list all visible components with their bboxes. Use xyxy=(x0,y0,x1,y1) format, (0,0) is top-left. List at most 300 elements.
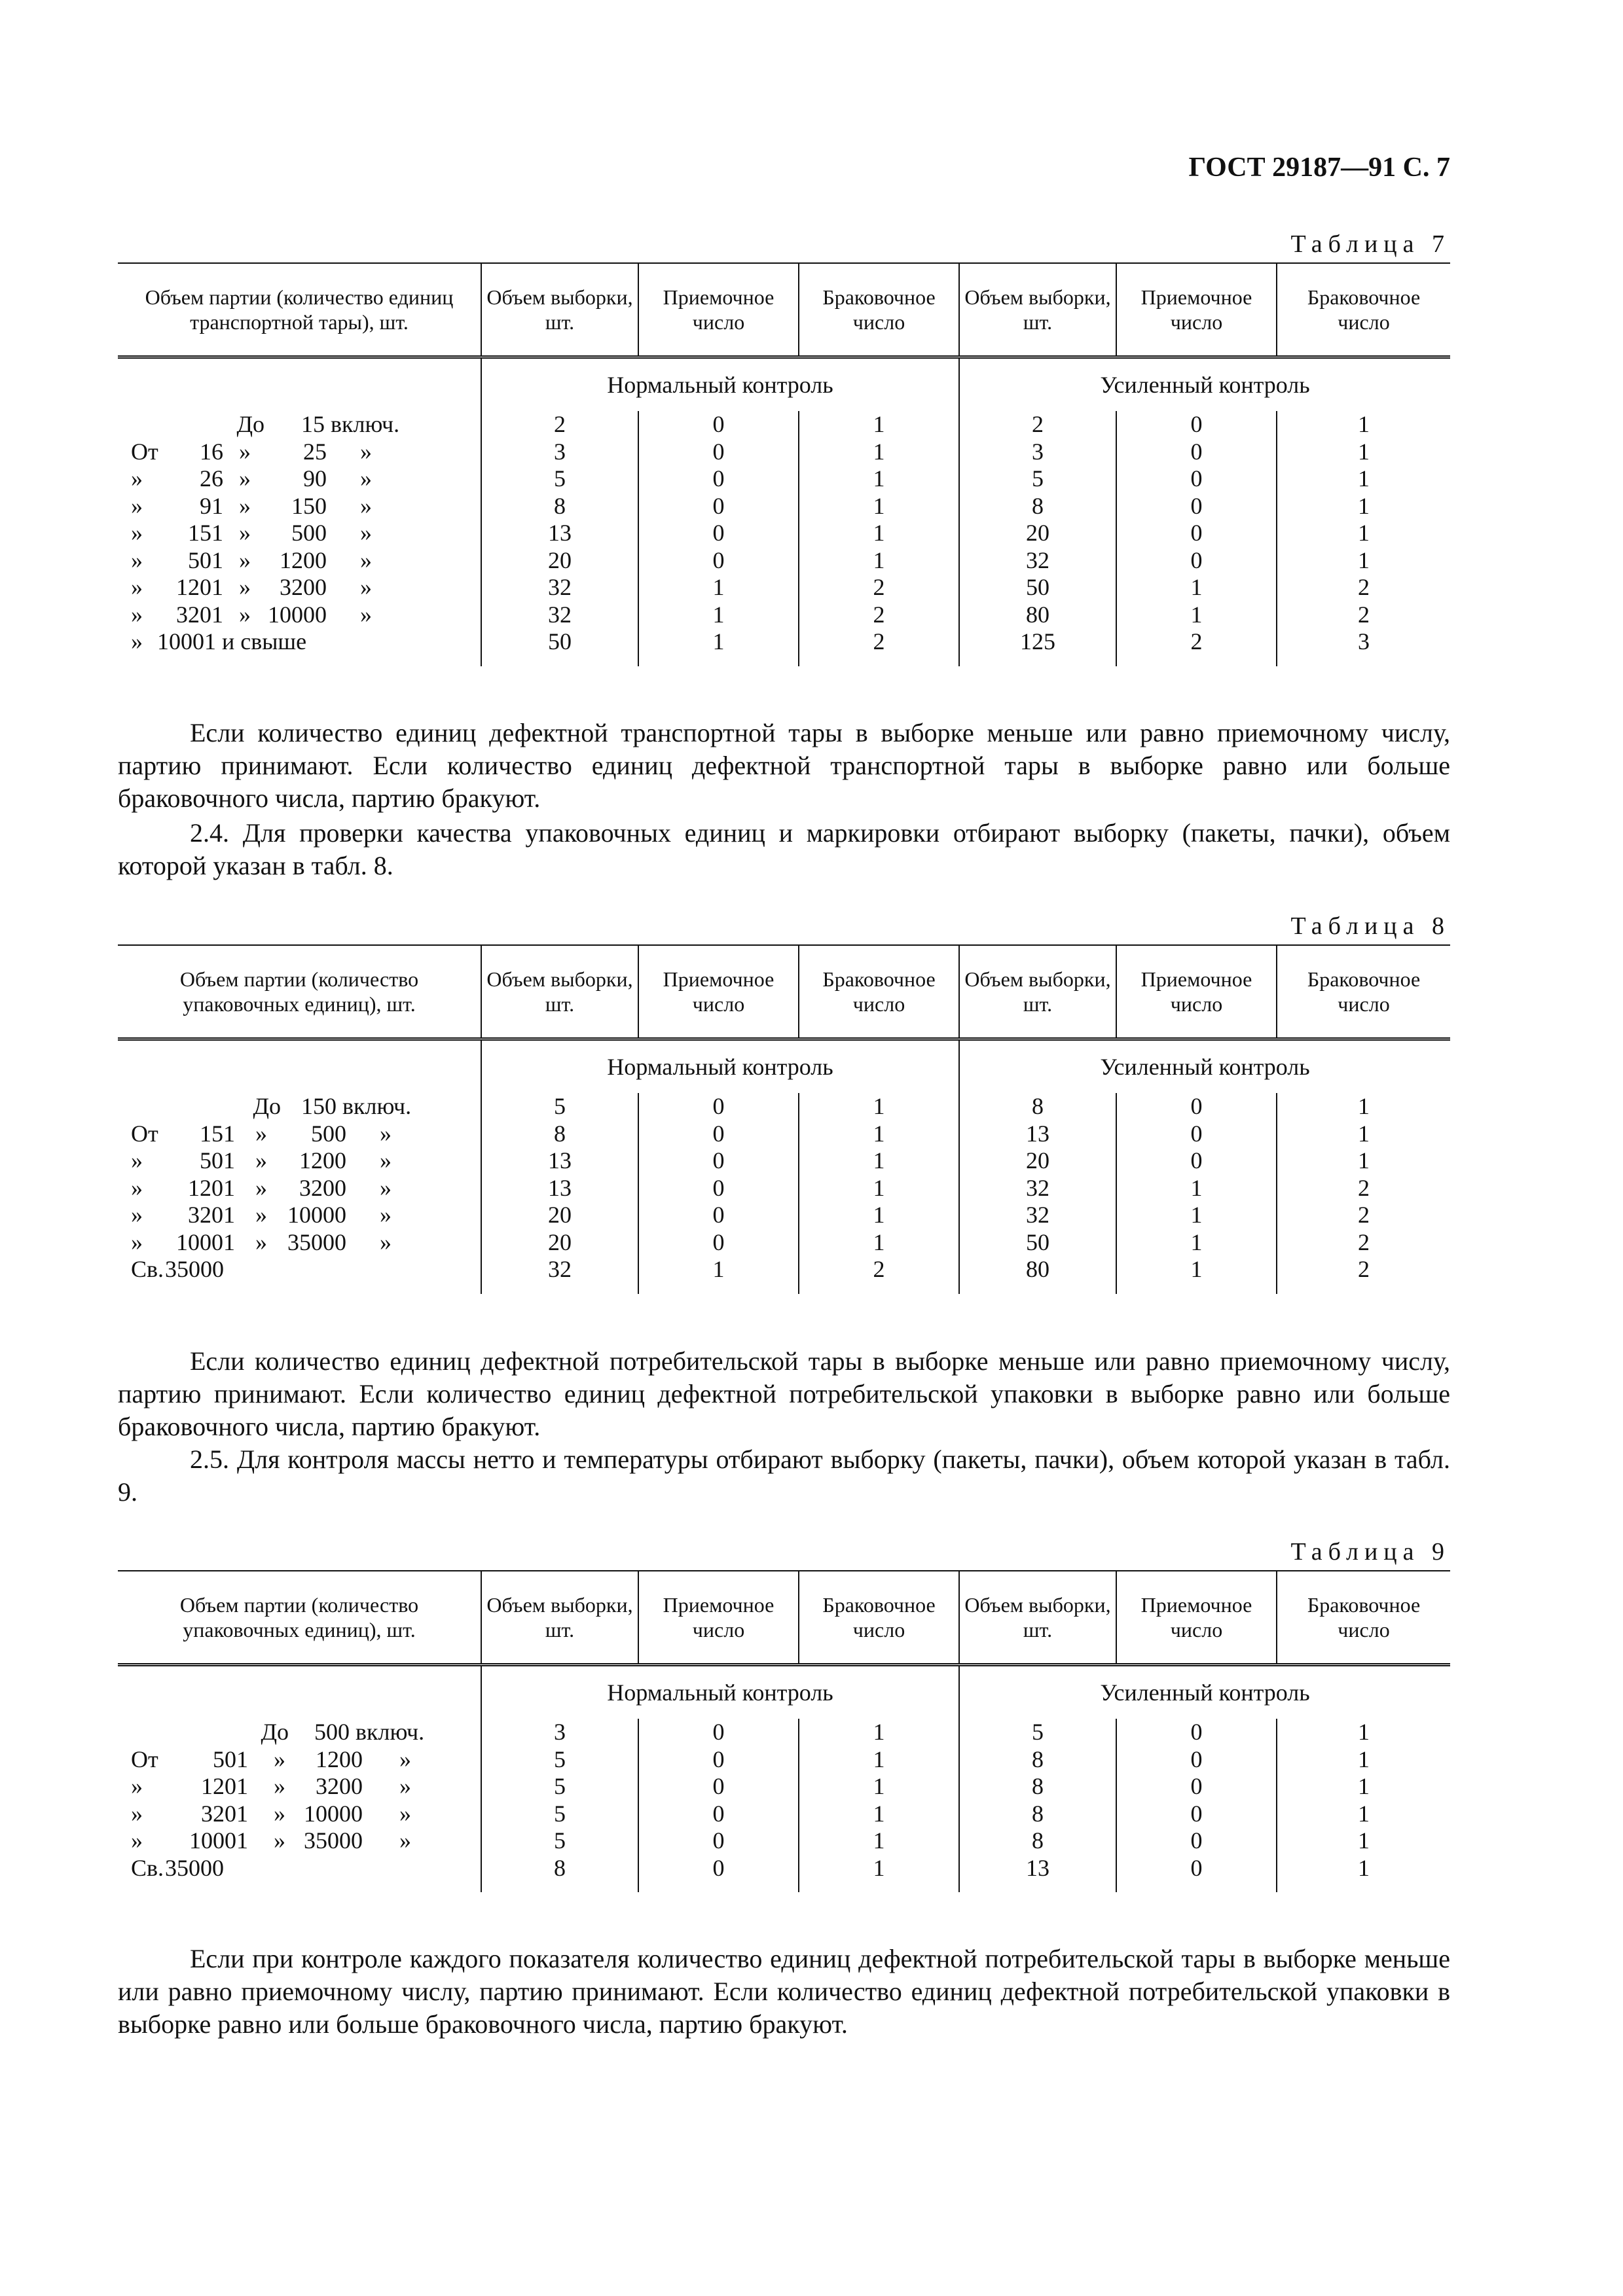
range-lower: 1201 xyxy=(201,1773,248,1799)
range-lower: До xyxy=(236,411,264,437)
accept-tightened-cell: 0 xyxy=(1116,465,1277,493)
sample-tightened-cell: 13 xyxy=(959,1121,1116,1148)
range-ditto-2: » xyxy=(360,465,372,492)
accept-tightened-cell: 0 xyxy=(1116,1827,1277,1855)
reject-tightened-cell: 1 xyxy=(1277,439,1450,466)
accept-normal-cell: 0 xyxy=(638,1121,799,1148)
reject-normal-cell: 1 xyxy=(799,1093,959,1121)
range-ditto-2: » xyxy=(380,1229,392,1255)
reject-tightened-cell: 1 xyxy=(1277,1827,1450,1855)
reject-normal-cell: 1 xyxy=(799,520,959,547)
range-prefix: » xyxy=(131,574,143,600)
reject-normal-cell: 1 xyxy=(799,1229,959,1257)
accept-tightened-cell: 1 xyxy=(1116,1229,1277,1257)
sample-tightened-cell: 125 xyxy=(959,628,1116,666)
lot-range-cell xyxy=(118,439,481,466)
reject-normal-cell: 1 xyxy=(799,493,959,520)
lot-range-cell xyxy=(118,1746,481,1774)
col-header-accept-tightened: Приемочное число xyxy=(1116,1571,1277,1665)
reject-tightened-cell: 1 xyxy=(1277,493,1450,520)
sample-normal-cell: 5 xyxy=(481,1093,638,1121)
range-upper: 35000 xyxy=(287,1229,346,1255)
range-upper: 3200 xyxy=(299,1174,346,1201)
col-header-accept-normal: Приемочное число xyxy=(638,263,799,357)
lot-range-cell xyxy=(118,1801,481,1828)
mode-row-spacer xyxy=(118,1665,481,1719)
col-header-accept-tightened: Приемочное число xyxy=(1116,263,1277,357)
reject-tightened-cell: 1 xyxy=(1277,1147,1450,1175)
lot-range-cell xyxy=(118,1719,481,1746)
accept-normal-cell: 1 xyxy=(638,574,799,601)
accept-normal-cell: 0 xyxy=(638,1175,799,1202)
accept-normal-cell: 0 xyxy=(638,1147,799,1175)
reject-normal-cell: 1 xyxy=(799,1827,959,1855)
range-ditto-2: » xyxy=(399,1746,411,1772)
table-row xyxy=(118,1202,1450,1229)
range-lower: 10001 xyxy=(189,1827,248,1854)
col-header-reject-tightened: Браковочное число xyxy=(1277,1571,1450,1665)
reject-normal-cell: 1 xyxy=(799,1202,959,1229)
reject-tightened-cell: 1 xyxy=(1277,1773,1450,1801)
sample-normal-cell: 5 xyxy=(481,1746,638,1774)
sample-normal-cell: 20 xyxy=(481,1202,638,1229)
reject-tightened-cell: 2 xyxy=(1277,1175,1450,1202)
range-ditto-1: » xyxy=(239,438,251,465)
range-prefix: От xyxy=(131,1120,158,1147)
range-lower: 10001 xyxy=(176,1229,235,1255)
sample-tightened-cell: 8 xyxy=(959,1801,1116,1828)
mode-tightened-label: Усиленный контроль xyxy=(959,1039,1450,1094)
range-prefix: » xyxy=(131,601,143,628)
reject-normal-cell: 1 xyxy=(799,439,959,466)
range-prefix: » xyxy=(131,492,143,519)
mode-row-spacer xyxy=(118,357,481,412)
table-row xyxy=(118,547,1450,575)
paragraph-2-5: 2.5. Для контроля массы нетто и температуры отбирают выборку (пакеты, пачки), объем которой указан в табл. 9. xyxy=(118,1444,1450,1507)
accept-normal-cell: 0 xyxy=(638,411,799,439)
sample-tightened-cell: 2 xyxy=(959,411,1116,439)
range-ditto-2: » xyxy=(360,438,372,465)
range-ditto-2: » xyxy=(380,1202,392,1228)
sample-tightened-cell: 3 xyxy=(959,439,1116,466)
sample-tightened-cell: 20 xyxy=(959,520,1116,547)
accept-tightened-cell: 0 xyxy=(1116,1773,1277,1801)
range-ditto-2: » xyxy=(360,492,372,519)
sample-tightened-cell: 80 xyxy=(959,1256,1116,1294)
table-row xyxy=(118,1093,1450,1121)
reject-normal-cell: 1 xyxy=(799,547,959,575)
sample-tightened-cell: 32 xyxy=(959,547,1116,575)
reject-normal-cell: 1 xyxy=(799,465,959,493)
range-ditto-1: » xyxy=(255,1202,267,1228)
range-ditto-1: » xyxy=(239,574,251,600)
reject-tightened-cell: 2 xyxy=(1277,601,1450,629)
accept-tightened-cell: 0 xyxy=(1116,493,1277,520)
accept-tightened-cell: 2 xyxy=(1116,628,1277,666)
lot-range-cell xyxy=(118,520,481,547)
range-prefix: » xyxy=(131,520,143,546)
reject-tightened-cell: 1 xyxy=(1277,1719,1450,1746)
accept-normal-cell: 0 xyxy=(638,465,799,493)
col-header-sample-normal: Объем выборки, шт. xyxy=(481,945,638,1039)
table-row xyxy=(118,1827,1450,1855)
range-lower: 3201 xyxy=(188,1202,235,1228)
col-header-sample-normal: Объем выборки, шт. xyxy=(481,1571,638,1665)
col-header-sample-tightened: Объем выборки, шт. xyxy=(959,1571,1116,1665)
range-upper: 1200 xyxy=(299,1147,346,1174)
lot-range-cell xyxy=(118,601,481,629)
lot-range-cell xyxy=(118,411,481,439)
range-lower: 91 xyxy=(200,492,223,519)
range-lower: До xyxy=(261,1719,289,1745)
accept-tightened-cell: 0 xyxy=(1116,411,1277,439)
range-ditto-2: » xyxy=(360,547,372,573)
sample-normal-cell: 8 xyxy=(481,493,638,520)
lot-range-cell xyxy=(118,465,481,493)
reject-normal-cell: 2 xyxy=(799,574,959,601)
range-upper: 3200 xyxy=(316,1773,363,1799)
range-ditto-1: » xyxy=(239,520,251,546)
sample-normal-cell: 5 xyxy=(481,1827,638,1855)
range-upper: 3200 xyxy=(280,574,327,600)
range-ditto-2: » xyxy=(360,601,372,628)
mode-row-spacer xyxy=(118,1039,481,1094)
range-prefix: От xyxy=(131,1746,158,1772)
paragraph-defective-consumer: Если количество единиц дефектной потребительской тары в выборке меньше или равно приемочному числу, партию принимают. Если количество единиц дефектной потребительской упаковки в выборке равно или больше браковочного числа, партию бракуют. xyxy=(118,1346,1450,1441)
col-header-sample-tightened: Объем выборки, шт. xyxy=(959,945,1116,1039)
lot-range-cell xyxy=(118,1827,481,1855)
reject-tightened-cell: 1 xyxy=(1277,1121,1450,1148)
range-ditto-1: » xyxy=(255,1174,267,1201)
paragraph-each-indicator: Если при контроле каждого показателя количество единиц дефектной потребительской тары в выборке меньше или равно приемочному числу, партию принимают. Если количество единиц дефектной потребительской упаковки в выборке равно или больше браковочного числа, партию бракуют. xyxy=(118,1944,1450,2039)
lot-range-cell xyxy=(118,1121,481,1148)
table-8-caption: Таблица 8 xyxy=(1290,912,1450,940)
lot-range-cell xyxy=(118,1229,481,1257)
accept-tightened-cell: 0 xyxy=(1116,1801,1277,1828)
table-9-caption: Таблица 9 xyxy=(1290,1538,1450,1566)
range-lower: 1201 xyxy=(188,1174,235,1201)
range-upper: 500 xyxy=(291,520,327,546)
range-lower: 3201 xyxy=(201,1800,248,1827)
range-lower: 151 xyxy=(188,520,223,546)
reject-tightened-cell: 1 xyxy=(1277,1855,1450,1893)
table-row xyxy=(118,1719,1450,1746)
sample-normal-cell: 5 xyxy=(481,1801,638,1828)
reject-tightened-cell: 1 xyxy=(1277,1093,1450,1121)
table-row xyxy=(118,493,1450,520)
sample-tightened-cell: 32 xyxy=(959,1202,1116,1229)
range-prefix: » xyxy=(131,1229,143,1255)
accept-normal-cell: 0 xyxy=(638,547,799,575)
sample-tightened-cell: 32 xyxy=(959,1175,1116,1202)
sample-normal-cell: 32 xyxy=(481,1256,638,1294)
accept-normal-cell: 0 xyxy=(638,493,799,520)
accept-tightened-cell: 0 xyxy=(1116,1855,1277,1893)
range-upper: 150 включ. xyxy=(301,1093,412,1119)
range-upper: 500 xyxy=(311,1120,346,1147)
sample-tightened-cell: 20 xyxy=(959,1147,1116,1175)
range-ditto-2: » xyxy=(399,1827,411,1854)
range-ditto-1: » xyxy=(255,1229,267,1255)
reject-tightened-cell: 1 xyxy=(1277,1801,1450,1828)
range-ditto-1: » xyxy=(239,492,251,519)
paragraph-2-4: 2.4. Для проверки качества упаковочных единиц и маркировки отбирают выборку (пакеты, пачки), объем которой указан в табл. 8. xyxy=(118,818,1450,880)
accept-tightened-cell: 0 xyxy=(1116,439,1277,466)
range-lower: До xyxy=(253,1093,281,1119)
sample-normal-cell: 8 xyxy=(481,1855,638,1893)
range-prefix: » xyxy=(131,1773,143,1799)
table-row xyxy=(118,411,1450,439)
mode-normal-label: Нормальный контроль xyxy=(481,1665,959,1719)
sample-normal-cell: 20 xyxy=(481,1229,638,1257)
range-ditto-2: » xyxy=(399,1800,411,1827)
mode-tightened-label: Усиленный контроль xyxy=(959,1665,1450,1719)
mode-normal-label: Нормальный контроль xyxy=(481,357,959,412)
sample-normal-cell: 32 xyxy=(481,601,638,629)
range-lower: 26 xyxy=(200,465,223,492)
reject-normal-cell: 2 xyxy=(799,628,959,666)
table-row xyxy=(118,1801,1450,1828)
range-ditto-1: » xyxy=(274,1800,285,1827)
accept-normal-cell: 0 xyxy=(638,1719,799,1746)
range-upper: 1200 xyxy=(280,547,327,573)
range-ditto-1: » xyxy=(274,1773,285,1799)
accept-normal-cell: 0 xyxy=(638,1827,799,1855)
range-upper: 1200 xyxy=(316,1746,363,1772)
range-prefix: » xyxy=(131,1827,143,1854)
accept-tightened-cell: 1 xyxy=(1116,1256,1277,1294)
range-upper: 15 включ. xyxy=(301,411,400,437)
reject-normal-cell: 1 xyxy=(799,1801,959,1828)
table-row xyxy=(118,1855,1450,1893)
accept-normal-cell: 0 xyxy=(638,1801,799,1828)
accept-tightened-cell: 0 xyxy=(1116,1746,1277,1774)
range-lower: 16 xyxy=(200,438,223,465)
reject-normal-cell: 1 xyxy=(799,1773,959,1801)
lot-range-cell xyxy=(118,574,481,601)
range-prefix: » xyxy=(131,628,143,655)
accept-normal-cell: 0 xyxy=(638,1855,799,1893)
col-header-accept-tightened: Приемочное число xyxy=(1116,945,1277,1039)
accept-tightened-cell: 1 xyxy=(1116,1175,1277,1202)
range-upper: 150 xyxy=(291,492,327,519)
sample-normal-cell: 13 xyxy=(481,1175,638,1202)
sample-normal-cell: 5 xyxy=(481,465,638,493)
range-prefix: Св. xyxy=(131,1256,164,1282)
sample-normal-cell: 3 xyxy=(481,1719,638,1746)
table9-table xyxy=(118,1570,1450,1892)
range-upper: 35000 xyxy=(304,1827,363,1854)
lot-range-cell xyxy=(118,547,481,575)
sample-tightened-cell: 13 xyxy=(959,1855,1116,1893)
range-ditto-1: » xyxy=(239,547,251,573)
paragraph-defective-transport: Если количество единиц дефектной транспортной тары в выборке меньше или равно приемочному числу, партию принимают. Если количество единиц дефектной транспортной тары в выборке равно или больше браковочного числа, партию бракуют. xyxy=(118,718,1450,813)
col-header-sample-normal: Объем выборки, шт. xyxy=(481,263,638,357)
range-prefix: От xyxy=(131,438,158,465)
sample-normal-cell: 5 xyxy=(481,1773,638,1801)
reject-tightened-cell: 1 xyxy=(1277,1746,1450,1774)
col-header-accept-normal: Приемочное число xyxy=(638,1571,799,1665)
range-prefix: » xyxy=(131,465,143,492)
accept-normal-cell: 0 xyxy=(638,1202,799,1229)
sample-tightened-cell: 80 xyxy=(959,601,1116,629)
reject-normal-cell: 1 xyxy=(799,1121,959,1148)
range-ditto-2: » xyxy=(399,1773,411,1799)
range-lower: 3201 xyxy=(176,601,223,628)
accept-normal-cell: 0 xyxy=(638,439,799,466)
range-ditto-2: » xyxy=(360,574,372,600)
sample-tightened-cell: 5 xyxy=(959,1719,1116,1746)
table-7-block xyxy=(118,226,1450,666)
range-upper: 10000 xyxy=(304,1800,363,1827)
reject-normal-cell: 1 xyxy=(799,411,959,439)
range-ditto-2: » xyxy=(380,1147,392,1174)
table-row xyxy=(118,465,1450,493)
table-row xyxy=(118,628,1450,666)
range-prefix: » xyxy=(131,1147,143,1174)
reject-normal-cell: 1 xyxy=(799,1746,959,1774)
reject-tightened-cell: 1 xyxy=(1277,411,1450,439)
reject-tightened-cell: 1 xyxy=(1277,520,1450,547)
reject-normal-cell: 1 xyxy=(799,1147,959,1175)
lot-range-cell xyxy=(118,1855,481,1893)
reject-normal-cell: 1 xyxy=(799,1175,959,1202)
lot-range-cell xyxy=(118,493,481,520)
range-ditto-1: » xyxy=(239,465,251,492)
range-ditto-1: » xyxy=(274,1746,285,1772)
reject-normal-cell: 2 xyxy=(799,601,959,629)
col-header-reject-normal: Браковочное число xyxy=(799,1571,959,1665)
col-header-reject-normal: Браковочное число xyxy=(799,263,959,357)
sample-normal-cell: 20 xyxy=(481,547,638,575)
range-prefix: » xyxy=(131,547,143,573)
col-header-sample-tightened: Объем выборки, шт. xyxy=(959,263,1116,357)
table8-table xyxy=(118,944,1450,1294)
table-7-caption: Таблица 7 xyxy=(1290,230,1450,258)
sample-tightened-cell: 8 xyxy=(959,1746,1116,1774)
table-row xyxy=(118,1121,1450,1148)
range-lower: 501 xyxy=(188,547,223,573)
accept-normal-cell: 0 xyxy=(638,1746,799,1774)
mode-normal-label: Нормальный контроль xyxy=(481,1039,959,1094)
lot-range-cell xyxy=(118,1773,481,1801)
range-lower: 10001 и свыше xyxy=(157,628,307,655)
range-ditto-1: » xyxy=(274,1827,285,1854)
sample-normal-cell: 2 xyxy=(481,411,638,439)
range-lower: 151 xyxy=(200,1120,235,1147)
lot-range-cell xyxy=(118,1256,481,1294)
table-row xyxy=(118,601,1450,629)
reject-tightened-cell: 2 xyxy=(1277,574,1450,601)
page-header: ГОСТ 29187—91 С. 7 xyxy=(1188,152,1450,183)
range-upper: 90 xyxy=(303,465,327,492)
table-row xyxy=(118,1256,1450,1294)
accept-tightened-cell: 0 xyxy=(1116,1147,1277,1175)
sample-normal-cell: 32 xyxy=(481,574,638,601)
sample-normal-cell: 50 xyxy=(481,628,638,666)
accept-normal-cell: 1 xyxy=(638,1256,799,1294)
table-row xyxy=(118,520,1450,547)
reject-tightened-cell: 1 xyxy=(1277,547,1450,575)
accept-tightened-cell: 0 xyxy=(1116,1121,1277,1148)
accept-normal-cell: 0 xyxy=(638,1773,799,1801)
range-lower: 35000 xyxy=(165,1854,224,1881)
lot-range-cell xyxy=(118,1175,481,1202)
table-9-block xyxy=(118,1534,1450,1892)
range-ditto-2: » xyxy=(380,1120,392,1147)
lot-range-cell xyxy=(118,628,481,666)
reject-tightened-cell: 3 xyxy=(1277,628,1450,666)
col-header-reject-tightened: Браковочное число xyxy=(1277,945,1450,1039)
reject-tightened-cell: 2 xyxy=(1277,1256,1450,1294)
range-ditto-1: » xyxy=(239,601,251,628)
sample-tightened-cell: 8 xyxy=(959,493,1116,520)
accept-normal-cell: 1 xyxy=(638,601,799,629)
table-row xyxy=(118,1175,1450,1202)
range-upper: 500 включ. xyxy=(314,1719,425,1745)
accept-tightened-cell: 1 xyxy=(1116,574,1277,601)
sample-tightened-cell: 8 xyxy=(959,1773,1116,1801)
table-row xyxy=(118,1746,1450,1774)
range-upper: 10000 xyxy=(268,601,327,628)
reject-tightened-cell: 1 xyxy=(1277,465,1450,493)
range-lower: 501 xyxy=(213,1746,248,1772)
accept-normal-cell: 0 xyxy=(638,1093,799,1121)
accept-tightened-cell: 0 xyxy=(1116,520,1277,547)
range-lower: 501 xyxy=(200,1147,235,1174)
accept-tightened-cell: 1 xyxy=(1116,601,1277,629)
sample-normal-cell: 8 xyxy=(481,1121,638,1148)
range-ditto-2: » xyxy=(380,1174,392,1201)
range-ditto-1: » xyxy=(255,1147,267,1174)
table-row xyxy=(118,1147,1450,1175)
sample-tightened-cell: 8 xyxy=(959,1827,1116,1855)
col-header-reject-normal: Браковочное число xyxy=(799,945,959,1039)
reject-normal-cell: 1 xyxy=(799,1719,959,1746)
accept-normal-cell: 0 xyxy=(638,1229,799,1257)
sample-tightened-cell: 8 xyxy=(959,1093,1116,1121)
table-8-block xyxy=(118,908,1450,1294)
lot-range-cell xyxy=(118,1202,481,1229)
table-row xyxy=(118,574,1450,601)
reject-tightened-cell: 2 xyxy=(1277,1229,1450,1257)
range-lower: 1201 xyxy=(176,574,223,600)
col-header-reject-tightened: Браковочное число xyxy=(1277,263,1450,357)
lot-range-cell xyxy=(118,1093,481,1121)
sample-tightened-cell: 5 xyxy=(959,465,1116,493)
reject-normal-cell: 2 xyxy=(799,1256,959,1294)
range-prefix: » xyxy=(131,1174,143,1201)
lot-range-cell xyxy=(118,1147,481,1175)
table-row xyxy=(118,1773,1450,1801)
table7-table xyxy=(118,262,1450,666)
sample-normal-cell: 3 xyxy=(481,439,638,466)
table-row xyxy=(118,439,1450,466)
col-header-lot-volume: Объем партии (количество упаковочных единиц), шт. xyxy=(118,1571,481,1665)
mode-tightened-label: Усиленный контроль xyxy=(959,357,1450,412)
range-ditto-1: » xyxy=(255,1120,267,1147)
reject-tightened-cell: 2 xyxy=(1277,1202,1450,1229)
table-row xyxy=(118,1229,1450,1257)
range-ditto-2: » xyxy=(360,520,372,546)
range-prefix: Св. xyxy=(131,1854,164,1881)
sample-tightened-cell: 50 xyxy=(959,1229,1116,1257)
accept-normal-cell: 1 xyxy=(638,628,799,666)
sample-normal-cell: 13 xyxy=(481,520,638,547)
accept-tightened-cell: 0 xyxy=(1116,1719,1277,1746)
col-header-lot-volume: Объем партии (количество единиц транспортной тары), шт. xyxy=(118,263,481,357)
reject-normal-cell: 1 xyxy=(799,1855,959,1893)
